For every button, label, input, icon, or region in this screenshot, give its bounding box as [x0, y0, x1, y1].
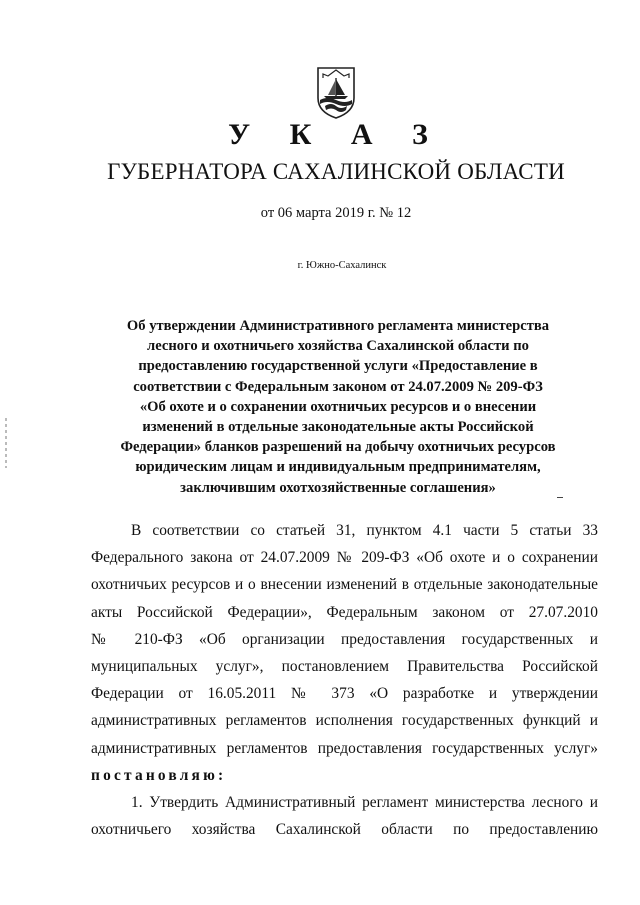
document-body [91, 517, 598, 843]
document-date-number: от 06 марта 2019 г. № 12 [260, 205, 412, 221]
decree-word: постановляю: [91, 766, 227, 784]
heading-line: заключившим охотхозяйственные соглашения» [180, 479, 496, 496]
document-heading [110, 316, 566, 498]
heading-line: предоставлению государственной услуги «Предоставление в [138, 358, 538, 375]
body-line: Федерального закона от 24.07.2009 № 209-ФЗ «Об охоте и о сохранении [91, 549, 598, 567]
body-line: муниципальных услуг», постановлением Правительства Российской [91, 658, 598, 676]
body-line: административных регламентов предоставления государственных услуг» [91, 739, 598, 757]
scan-margin-mark [5, 418, 7, 468]
item-line: 1. Утвердить Административный регламент министерства лесного и [131, 794, 598, 812]
issuer-title: ГУБЕРНАТОРА САХАЛИНСКОЙ ОБЛАСТИ [107, 159, 565, 184]
body-line: Федерации от 16.05.2011 № 373 «О разработке и утверждении [91, 685, 598, 703]
heading-line: юридическим лицам и индивидуальным предпринимателям, [135, 459, 541, 476]
body-line: В соответствии со статьей 31, пунктом 4.1 части 5 статьи 33 [131, 522, 598, 539]
document-city: г. Южно-Сахалинск [297, 260, 387, 271]
scan-dash-mark [557, 497, 563, 498]
body-line: № 210-ФЗ «Об организации предоставления государственных и [91, 630, 598, 648]
heading-line: Об утверждении Административного регламента министерства [126, 318, 550, 334]
heading-line: лесного и охотничьего хозяйства Сахалинской области по [147, 338, 529, 355]
body-line: акты Российской Федерации», Федеральным законом от 27.07.2010 [91, 603, 598, 621]
body-line: охотничьих ресурсов и о внесении изменений в отдельные законодательные [91, 576, 598, 594]
heading-line: Федерации» бланков разрешений на добычу охотничьих ресурсов [120, 439, 556, 456]
heading-line: соответствии с Федеральным законом от 24.07.2009 № 209-ФЗ [133, 378, 543, 395]
heading-line: изменений в отдельные законодательные акты Российской [142, 419, 534, 436]
item-line: охотничьего хозяйства Сахалинской области по предоставлению [91, 821, 598, 839]
document-title: У К А З [228, 118, 444, 151]
body-line: административных регламентов исполнения государственных функций и [91, 712, 598, 730]
coat-of-arms-icon [315, 64, 357, 120]
heading-line: «Об охоте и о сохранении охотничьих ресурсов и о внесении [139, 398, 537, 415]
